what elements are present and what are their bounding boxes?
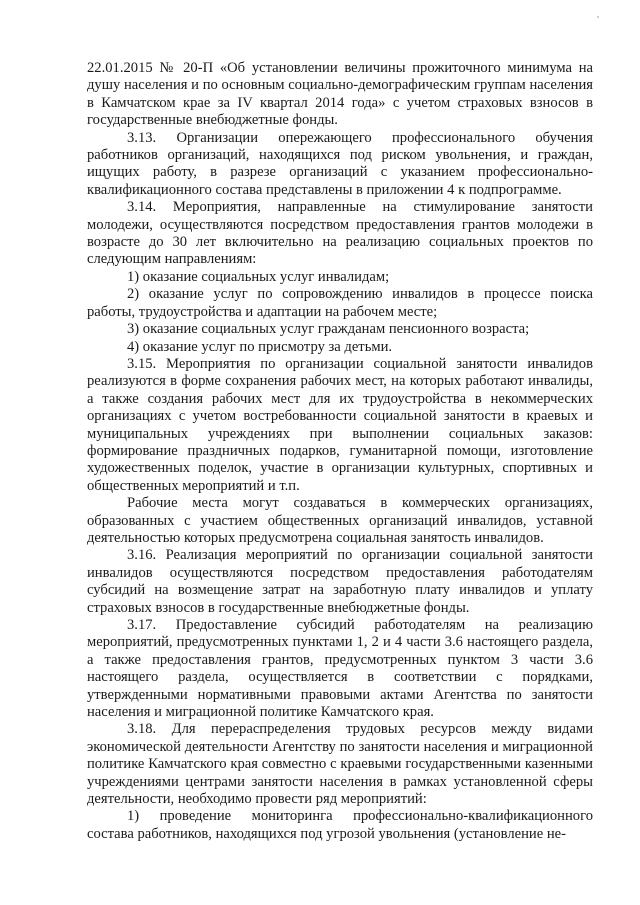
list-item-2: 2) оказание услуг по сопровождению инвалидов в процессе поиска работы, трудоустройства и адаптации на рабочем месте; bbox=[87, 286, 593, 320]
paragraph-continuation: 22.01.2015 № 20-П «Об установлении величины прожиточного минимума на душу населения и по основным социально-демографическим группам населения в Камчатском крае за IV квартал 2014 года» с учетом страховых взносов в государственные внебюджетные фонды. bbox=[87, 60, 593, 129]
paragraph-3-16: 3.16. Реализация мероприятий по организации социальной занятости инвалидов осуществляются посредством предоставления работодателям субсидий на возмещение затрат на заработную плату инвалидов и уплату страховых взносов в государственные внебюджетные фонды. bbox=[87, 547, 593, 616]
document-body bbox=[87, 60, 593, 843]
list-item-1: 1) оказание социальных услуг инвалидам; bbox=[127, 268, 390, 285]
scan-speck bbox=[597, 16, 599, 18]
list-item-monitoring: 1) проведение мониторинга профессионально-квалификационного состава работников, находящихся под угрозой увольнения (установление не- bbox=[87, 808, 593, 842]
paragraph-3-14: 3.14. Мероприятия, направленные на стимулирование занятости молодежи, осуществляются посредством предоставления грантов молодежи в возрасте до 30 лет включительно на реализацию социальных проектов по следующим направлениям: bbox=[87, 199, 593, 268]
paragraph-3-15: 3.15. Мероприятия по организации социальной занятости инвалидов реализуются в форме сохранения рабочих мест, на которых работают инвалиды, а также создания рабочих мест для их трудоустройства в некоммерческих организациях с учетом востребованности социальной занятости в краевых и муниципальных учреждениях при выполнении социальных заказов: формирование праздничных подарков, гуманитарной помощи, изготовление художественных поделок, участие в организации культурных, спортивных и общественных мероприятий и т.п. bbox=[87, 355, 593, 494]
list-item-3: 3) оказание социальных услуг гражданам пенсионного возраста; bbox=[127, 321, 530, 338]
paragraph-3-18: 3.18. Для перераспределения трудовых ресурсов между видами экономической деятельности Агентству по занятости населения и миграционной политике Камчатского края совместно с краевыми государственными казенными учреждениями центрами занятости населения в рамках установленной сферы деятельности, необходимо провести ряд мероприятий: bbox=[87, 721, 593, 808]
paragraph-3-13: 3.13. Организации опережающего профессионального обучения работников организаций, находящихся под риском увольнения, и граждан, ищущих работу, в разрезе организаций с указанием профессионально-квалификационного состава представлены в приложении 4 к подпрограмме. bbox=[87, 129, 593, 198]
paragraph-3-17: 3.17. Предоставление субсидий работодателям на реализацию мероприятий, предусмотренных пунктами 1, 2 и 4 части 3.6 настоящего раздела, а также предоставления грантов, предусмотренных пунктом 3 части 3.6 настоящего раздела, осуществляется в соответствии с порядками, утвержденными нормативными правовыми актами Агентства по занятости населения и миграционной политике Камчатского края. bbox=[87, 617, 593, 721]
list-item-4: 4) оказание услуг по присмотру за детьми. bbox=[127, 338, 393, 355]
paragraph-work-places: Рабочие места могут создаваться в коммерческих организациях, образованных с участием общественных организаций инвалидов, уставной деятельностью которых предусмотрена социальная занятость инвалидов. bbox=[87, 495, 593, 546]
